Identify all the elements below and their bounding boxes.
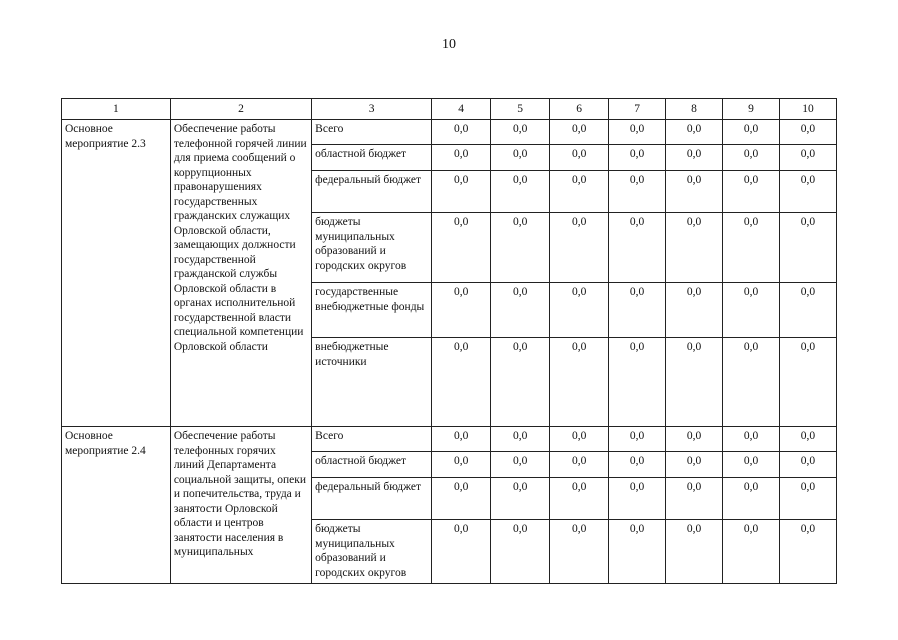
header-cell: 3 xyxy=(312,99,432,120)
value-cell: 0,0 xyxy=(432,427,491,452)
value-cell: 0,0 xyxy=(723,478,780,520)
value-cell: 0,0 xyxy=(609,478,666,520)
value-cell: 0,0 xyxy=(666,213,723,283)
value-cell: 0,0 xyxy=(666,120,723,145)
header-cell: 1 xyxy=(62,99,171,120)
source-cell: Всего xyxy=(312,120,432,145)
table-row xyxy=(62,427,837,452)
value-cell: 0,0 xyxy=(491,213,550,283)
value-cell: 0,0 xyxy=(666,283,723,338)
value-cell: 0,0 xyxy=(550,283,609,338)
value-cell: 0,0 xyxy=(779,427,836,452)
value-cell: 0,0 xyxy=(432,520,491,584)
header-cell: 6 xyxy=(550,99,609,120)
value-cell: 0,0 xyxy=(550,120,609,145)
value-cell: 0,0 xyxy=(550,520,609,584)
description-cell: Обеспечение работы телефонной горячей линии для приема сообщений о коррупционных правонарушениях государственных гражданских служащих Орловской области, замещающих должности государственной гражданской службы Орловской области в органах исполнительной государственной власти специальной компетенции Орловской области xyxy=(170,120,311,427)
value-cell: 0,0 xyxy=(723,283,780,338)
value-cell: 0,0 xyxy=(550,338,609,427)
value-cell: 0,0 xyxy=(779,338,836,427)
value-cell: 0,0 xyxy=(779,213,836,283)
header-cell: 7 xyxy=(609,99,666,120)
value-cell: 0,0 xyxy=(432,478,491,520)
event-cell: Основное мероприятие 2.4 xyxy=(62,427,171,584)
source-cell: областной бюджет xyxy=(312,145,432,171)
value-cell: 0,0 xyxy=(666,452,723,478)
value-cell: 0,0 xyxy=(609,520,666,584)
value-cell: 0,0 xyxy=(666,520,723,584)
source-cell: внебюджетные источники xyxy=(312,338,432,427)
value-cell: 0,0 xyxy=(550,452,609,478)
value-cell: 0,0 xyxy=(432,120,491,145)
value-cell: 0,0 xyxy=(723,427,780,452)
value-cell: 0,0 xyxy=(666,478,723,520)
budget-table xyxy=(61,98,837,584)
value-cell: 0,0 xyxy=(432,452,491,478)
source-cell: федеральный бюджет xyxy=(312,478,432,520)
value-cell: 0,0 xyxy=(723,145,780,171)
value-cell: 0,0 xyxy=(550,427,609,452)
value-cell: 0,0 xyxy=(609,283,666,338)
value-cell: 0,0 xyxy=(491,171,550,213)
value-cell: 0,0 xyxy=(723,213,780,283)
value-cell: 0,0 xyxy=(550,478,609,520)
source-cell: Всего xyxy=(312,427,432,452)
value-cell: 0,0 xyxy=(723,520,780,584)
value-cell: 0,0 xyxy=(779,520,836,584)
source-cell: бюджеты муниципальных образований и городских округов xyxy=(312,520,432,584)
value-cell: 0,0 xyxy=(550,171,609,213)
value-cell: 0,0 xyxy=(779,283,836,338)
value-cell: 0,0 xyxy=(609,145,666,171)
value-cell: 0,0 xyxy=(609,452,666,478)
value-cell: 0,0 xyxy=(491,452,550,478)
value-cell: 0,0 xyxy=(779,478,836,520)
value-cell: 0,0 xyxy=(666,427,723,452)
value-cell: 0,0 xyxy=(723,120,780,145)
event-cell: Основное мероприятие 2.3 xyxy=(62,120,171,427)
value-cell: 0,0 xyxy=(609,120,666,145)
value-cell: 0,0 xyxy=(491,120,550,145)
description-cell: Обеспечение работы телефонных горячих линий Департамента социальной защиты, опеки и попечительства, труда и занятости Орловской области и центров занятости населения в муниципальных xyxy=(170,427,311,584)
value-cell: 0,0 xyxy=(666,145,723,171)
source-cell: областной бюджет xyxy=(312,452,432,478)
value-cell: 0,0 xyxy=(723,338,780,427)
page-number: 10 xyxy=(442,37,456,52)
table-row xyxy=(62,120,837,145)
value-cell: 0,0 xyxy=(779,452,836,478)
value-cell: 0,0 xyxy=(779,171,836,213)
value-cell: 0,0 xyxy=(609,213,666,283)
value-cell: 0,0 xyxy=(723,171,780,213)
header-cell: 9 xyxy=(723,99,780,120)
value-cell: 0,0 xyxy=(491,427,550,452)
value-cell: 0,0 xyxy=(432,283,491,338)
value-cell: 0,0 xyxy=(666,171,723,213)
value-cell: 0,0 xyxy=(779,120,836,145)
value-cell: 0,0 xyxy=(491,283,550,338)
source-cell: федеральный бюджет xyxy=(312,171,432,213)
value-cell: 0,0 xyxy=(550,145,609,171)
value-cell: 0,0 xyxy=(491,478,550,520)
value-cell: 0,0 xyxy=(666,338,723,427)
value-cell: 0,0 xyxy=(723,452,780,478)
value-cell: 0,0 xyxy=(432,213,491,283)
header-cell: 8 xyxy=(666,99,723,120)
value-cell: 0,0 xyxy=(609,171,666,213)
value-cell: 0,0 xyxy=(432,171,491,213)
value-cell: 0,0 xyxy=(550,213,609,283)
value-cell: 0,0 xyxy=(609,338,666,427)
header-row xyxy=(62,99,837,120)
header-cell: 4 xyxy=(432,99,491,120)
value-cell: 0,0 xyxy=(491,338,550,427)
source-cell: государственные внебюджетные фонды xyxy=(312,283,432,338)
value-cell: 0,0 xyxy=(779,145,836,171)
value-cell: 0,0 xyxy=(432,145,491,171)
value-cell: 0,0 xyxy=(491,520,550,584)
value-cell: 0,0 xyxy=(609,427,666,452)
header-cell: 10 xyxy=(779,99,836,120)
value-cell: 0,0 xyxy=(491,145,550,171)
header-cell: 2 xyxy=(170,99,311,120)
header-cell: 5 xyxy=(491,99,550,120)
source-cell: бюджеты муниципальных образований и городских округов xyxy=(312,213,432,283)
value-cell: 0,0 xyxy=(432,338,491,427)
